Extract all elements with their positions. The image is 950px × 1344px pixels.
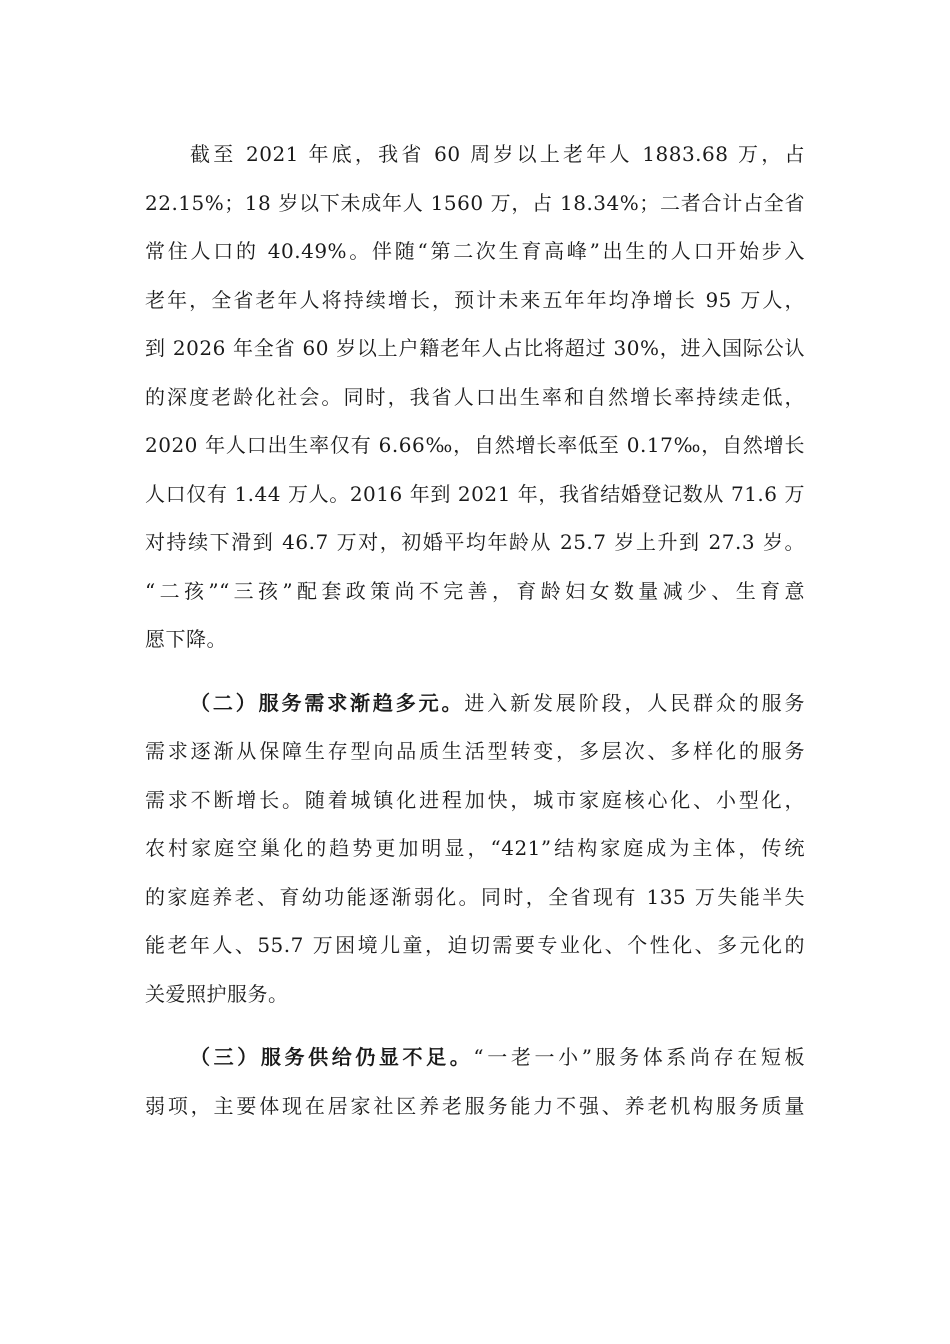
paragraph-line: 能老年人、55.7 万困境儿童，迫切需要专业化、个性化、多元化的	[145, 933, 805, 957]
paragraph-line: 常住人口的 40.49%。伴随“第二次生育高峰”出生的人口开始步入	[145, 239, 805, 263]
heading-line-text: “一老一小”服务体系尚存在短板	[473, 1045, 805, 1069]
paragraph-line: “二孩”“三孩”配套政策尚不完善，育龄妇女数量减少、生育意	[145, 578, 805, 603]
paragraph-first-line	[145, 679, 805, 728]
paragraph-line: 截至 2021 年底，我省 60 周岁以上老年人 1883.68 万，占	[190, 142, 805, 166]
paragraph-service-supply	[145, 1033, 805, 1130]
paragraph-line: 22.15%；18 岁以下未成年人 1560 万，占 18.34%；二者合计占全省	[145, 190, 805, 215]
document-page	[145, 130, 805, 1130]
paragraph-service-demand	[145, 679, 805, 1019]
paragraph-line: 弱项，主要体现在居家社区养老服务能力不强、养老机构服务质量	[145, 1093, 805, 1118]
paragraph-gap	[145, 1018, 805, 1033]
paragraph-line: 的深度老龄化社会。同时，我省人口出生率和自然增长率持续走低，	[145, 384, 805, 409]
paragraph-line: 愿下降。	[145, 627, 227, 651]
paragraph-line: 到 2026 年全省 60 岁以上户籍老年人占比将超过 30%，进入国际公认	[145, 336, 805, 360]
paragraph-population-aging	[145, 130, 805, 664]
paragraph-first-line	[145, 1033, 805, 1082]
paragraph-line: 的家庭养老、育幼功能逐渐弱化。同时，全省现有 135 万失能半失	[145, 884, 805, 909]
paragraph-gap	[145, 664, 805, 679]
section-heading: （三）服务供给仍显不足。	[190, 1045, 474, 1069]
paragraph-line: 人口仅有 1.44 万人。2016 年到 2021 年，我省结婚登记数从 71.6 万	[145, 481, 805, 506]
paragraph-line: 2020 年人口出生率仅有 6.66‰，自然增长率低至 0.17‰，自然增长	[145, 433, 805, 457]
section-heading: （二）服务需求渐趋多元。	[190, 690, 465, 715]
paragraph-line: 关爱照护服务。	[145, 981, 289, 1006]
paragraph-line: 对持续下滑到 46.7 万对，初婚平均年龄从 25.7 岁上升到 27.3 岁。	[145, 530, 805, 554]
paragraph-line: 老年，全省老年人将持续增长，预计未来五年年均净增长 95 万人，	[145, 287, 805, 312]
heading-line-text: 进入新发展阶段，人民群众的服务	[464, 690, 806, 715]
paragraph-line: 需求不断增长。随着城镇化进程加快，城市家庭核心化、小型化，	[145, 787, 805, 812]
paragraph-line: 农村家庭空巢化的趋势更加明显，“421”结构家庭成为主体，传统	[145, 836, 805, 860]
paragraph-line: 需求逐渐从保障生存型向品质生活型转变，多层次、多样化的服务	[145, 739, 805, 763]
